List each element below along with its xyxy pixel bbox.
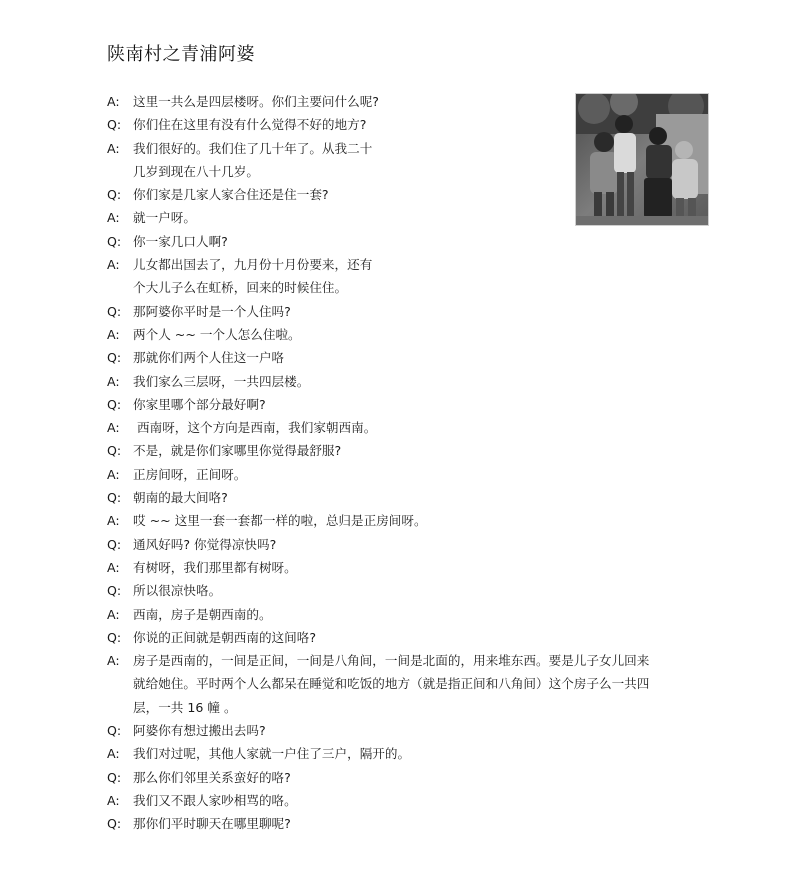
answer-line: [107, 603, 717, 626]
speaker-label: A:: [107, 326, 120, 342]
speaker-label: Q:: [107, 583, 122, 599]
answer-line: [107, 463, 717, 486]
dialogue-text: 我们很好的。我们住了几十年了。从我二十 几岁到现在八十几岁。: [133, 140, 373, 179]
dialogue-text: 儿女都出国去了，九月份十月份要来，还有 个大儿子么在虹桥，回来的时候住住。: [133, 257, 373, 296]
question-line: [107, 300, 717, 323]
dialogue-text: 朝南的最大间咯?: [133, 490, 228, 506]
dialogue-text: 不是，就是你们家哪里你觉得最舒服?: [133, 443, 342, 459]
dialogue-text: 西南，房子是朝西南的。: [133, 606, 272, 622]
speaker-label: A:: [107, 746, 120, 762]
speaker-label: A:: [107, 559, 120, 575]
question-line: [107, 626, 717, 649]
answer-line: [107, 649, 717, 719]
interview-photo: [575, 93, 709, 226]
dialogue-text: 两个人 ~~ 一个人怎么住啦。: [133, 326, 301, 342]
speaker-label: Q:: [107, 396, 122, 412]
answer-line: [107, 370, 717, 393]
question-line: [107, 579, 717, 602]
speaker-label: Q:: [107, 233, 122, 249]
speaker-label: Q:: [107, 769, 122, 785]
speaker-label: Q:: [107, 816, 122, 832]
speaker-label: A:: [107, 257, 120, 273]
answer-line: [107, 509, 717, 532]
dialogue-text: 正房间呀，正间呀。: [133, 466, 247, 482]
photo-illustration: [576, 94, 708, 225]
dialogue-text: 我们又不跟人家吵相骂的咯。: [133, 792, 297, 808]
speaker-label: Q:: [107, 117, 122, 133]
speaker-label: A:: [107, 792, 120, 808]
dialogue-text: 我们家么三层呀，一共四层楼。: [133, 373, 310, 389]
dialogue-text: 那阿婆你平时是一个人住吗?: [133, 303, 291, 319]
dialogue-text: 你们住在这里有没有什么觉得不好的地方?: [133, 117, 367, 133]
answer-line: [107, 253, 717, 300]
dialogue-text: 那么你们邻里关系蛮好的咯?: [133, 769, 291, 785]
answer-line: [107, 742, 717, 765]
dialogue-text: 你一家几口人啊?: [133, 233, 228, 249]
speaker-label: Q:: [107, 303, 122, 319]
answer-line: [107, 416, 717, 439]
speaker-label: A:: [107, 653, 120, 669]
dialogue-text: 有树呀，我们那里都有树呀。: [133, 559, 297, 575]
speaker-label: Q:: [107, 443, 122, 459]
speaker-label: Q:: [107, 350, 122, 366]
speaker-label: A:: [107, 210, 120, 226]
dialogue-text: 那你们平时聊天在哪里聊呢?: [133, 816, 291, 832]
speaker-label: A:: [107, 466, 120, 482]
question-line: [107, 346, 717, 369]
dialogue-text: 你们家是几家人家合住还是住一套?: [133, 187, 329, 203]
answer-line: [107, 789, 717, 812]
speaker-label: A:: [107, 94, 120, 109]
dialogue-text: 那就你们两个人住这一户咯: [133, 350, 285, 366]
speaker-label: A:: [107, 420, 120, 436]
speaker-label: A:: [107, 373, 120, 389]
question-line: [107, 393, 717, 416]
question-line: [107, 533, 717, 556]
question-line: [107, 230, 717, 253]
speaker-label: A:: [107, 140, 120, 156]
speaker-label: Q:: [107, 723, 122, 739]
question-line: [107, 719, 717, 742]
answer-line: [107, 323, 717, 346]
dialogue-text: 哎 ~~ 这里一套一套都一样的啦，总归是正房间呀。: [133, 513, 427, 529]
dialogue-text: 所以很凉快咯。: [133, 583, 222, 599]
answer-line: [107, 556, 717, 579]
dialogue-text: 你说的正间就是朝西南的这间咯?: [133, 629, 316, 645]
dialogue-text: 这里一共么是四层楼呀。你们主要问什么呢?: [133, 94, 379, 109]
question-line: [107, 486, 717, 509]
question-line: [107, 812, 717, 835]
dialogue-text: 西南呀，这个方向是西南，我们家朝西南。: [133, 420, 377, 436]
dialogue-text: 阿婆你有想过搬出去吗?: [133, 723, 266, 739]
speaker-label: Q:: [107, 629, 122, 645]
speaker-label: Q:: [107, 490, 122, 506]
question-line: [107, 766, 717, 789]
dialogue-text: 房子是西南的，一间是正间，一间是八角间，一间是北面的，用来堆东西。要是儿子女儿回来 就给她住。平时两个人么都呆在睡觉和吃饭的地方（就是指正间和八角间）这个房子么一共四 层，一共 16 幢 。: [133, 653, 650, 715]
speaker-label: Q:: [107, 536, 122, 552]
page-title: 陕南村之青浦阿婆: [107, 44, 255, 65]
speaker-label: Q:: [107, 187, 122, 203]
speaker-label: A:: [107, 606, 120, 622]
speaker-label: A:: [107, 513, 120, 529]
dialogue-text: 你家里哪个部分最好啊?: [133, 396, 266, 412]
dialogue-text: 我们对过呢，其他人家就一户住了三户，隔开的。: [133, 746, 411, 762]
question-line: [107, 439, 717, 462]
dialogue-text: 通风好吗? 你觉得凉快吗?: [133, 536, 277, 552]
dialogue-text: 就一户呀。: [133, 210, 196, 226]
